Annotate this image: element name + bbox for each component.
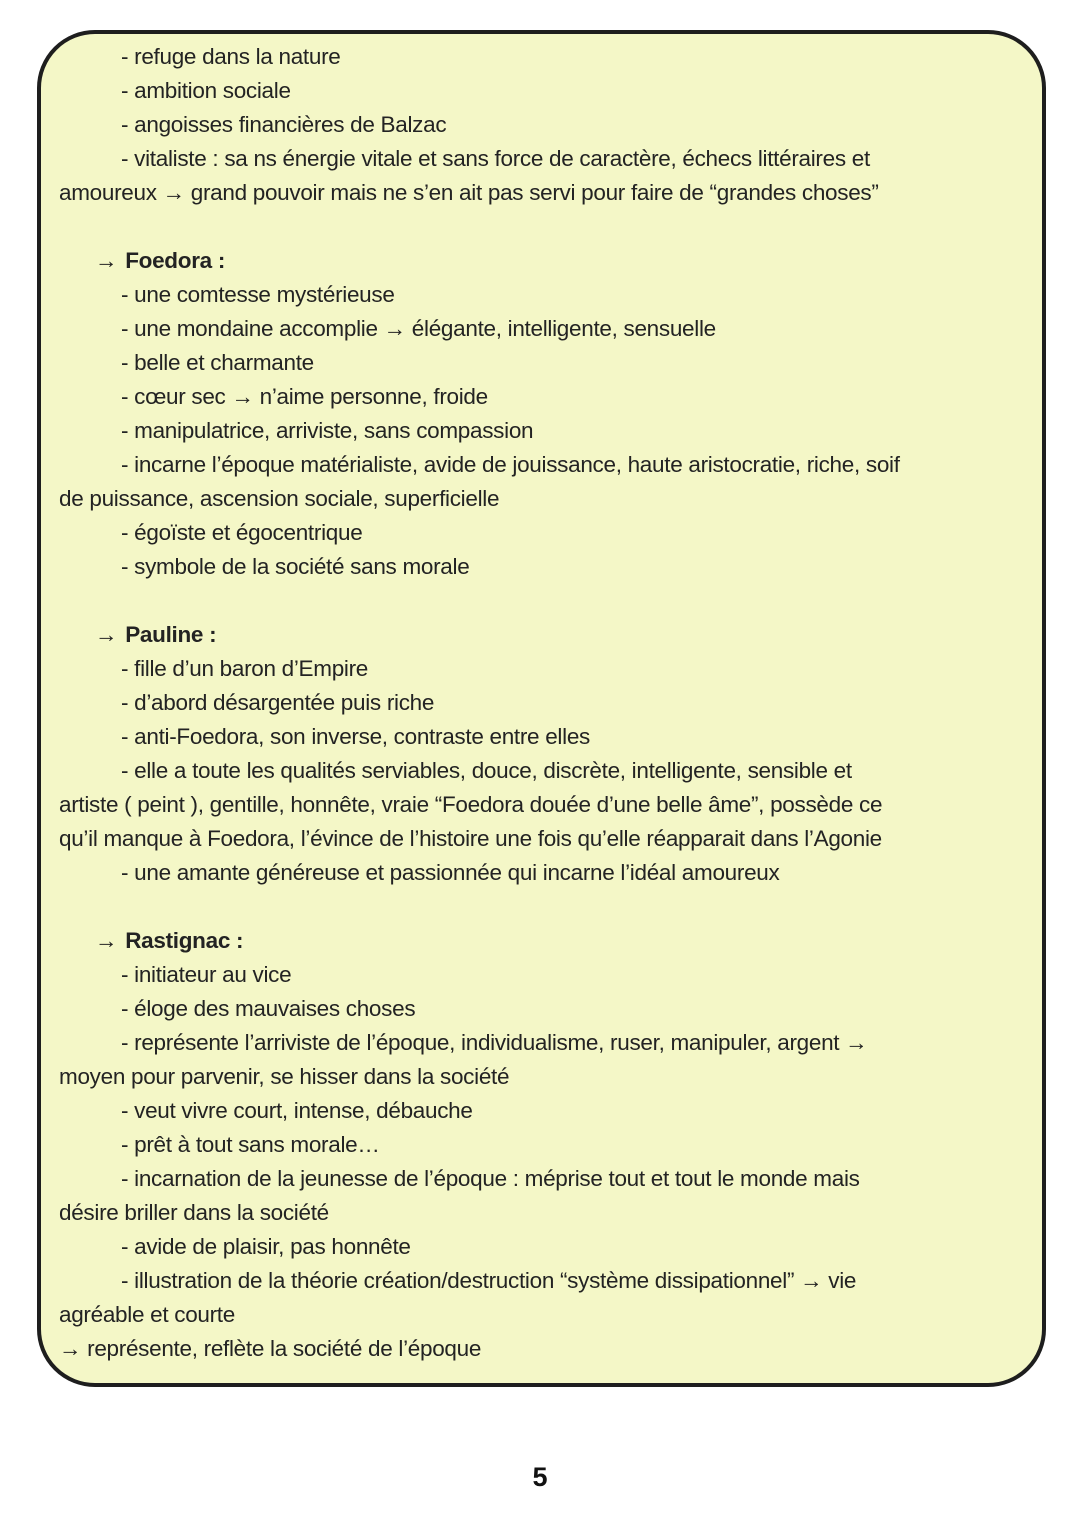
note-line: artiste ( peint ), gentille, honnête, vraie “Foedora douée d’une belle âme”, possède ce xyxy=(59,792,883,817)
blank-line xyxy=(59,210,1032,244)
note-line: - manipulatrice, arriviste, sans compassion xyxy=(121,418,534,443)
section-title: Pauline : xyxy=(125,622,217,647)
blank-line xyxy=(59,890,1032,924)
note-line: - une mondaine accomplie → élégante, intelligente, sensuelle xyxy=(121,316,716,341)
note-line: - symbole de la société sans morale xyxy=(121,554,470,579)
note-line: - égoïste et égocentrique xyxy=(121,520,363,545)
arrow-icon: → xyxy=(95,248,118,273)
note-line: agréable et courte xyxy=(59,1302,235,1327)
note-line: - illustration de la théorie création/destruction “système dissipationnel” → vie xyxy=(121,1268,857,1293)
note-line: amoureux → grand pouvoir mais ne s’en ait pas servi pour faire de “grandes choses” xyxy=(59,180,879,205)
note-line: - avide de plaisir, pas honnête xyxy=(121,1234,411,1259)
note-line: - initiateur au vice xyxy=(121,962,292,987)
section-header-rastignac xyxy=(59,924,1032,958)
note-line: - éloge des mauvaises choses xyxy=(121,996,416,1021)
note-line: - angoisses financières de Balzac xyxy=(121,112,447,137)
note-line: - elle a toute les qualités serviables, douce, discrète, intelligente, sensible et xyxy=(121,758,852,783)
note-line: désire briller dans la société xyxy=(59,1200,329,1225)
arrow-icon: → xyxy=(95,928,118,953)
section-title: Foedora : xyxy=(125,248,226,273)
note-line: de puissance, ascension sociale, superficielle xyxy=(59,486,500,511)
note-line: - prêt à tout sans morale… xyxy=(121,1132,380,1157)
note-line: → représente, reflète la société de l’époque xyxy=(59,1336,482,1361)
blank-line xyxy=(59,584,1032,618)
note-line: - d’abord désargentée puis riche xyxy=(121,690,435,715)
note-line: - représente l’arriviste de l’époque, individualisme, ruser, manipuler, argent → xyxy=(121,1030,868,1055)
note-line: - ambition sociale xyxy=(121,78,291,103)
note-line: - incarnation de la jeunesse de l’époque : méprise tout et tout le monde mais xyxy=(121,1166,860,1191)
note-line: - veut vivre court, intense, débauche xyxy=(121,1098,473,1123)
note-line: - incarne l’époque matérialiste, avide de jouissance, haute aristocratie, riche, soif xyxy=(121,452,900,477)
note-line: - une amante généreuse et passionnée qui incarne l’idéal amoureux xyxy=(121,860,780,885)
note-line: - fille d’un baron d’Empire xyxy=(121,656,369,681)
note-line: - une comtesse mystérieuse xyxy=(121,282,395,307)
note-line: - vitaliste : sa ns énergie vitale et sans force de caractère, échecs littéraires et xyxy=(121,146,870,171)
note-line: - belle et charmante xyxy=(121,350,314,375)
section-header-pauline xyxy=(59,618,1032,652)
arrow-icon: → xyxy=(95,622,118,647)
section-title: Rastignac : xyxy=(125,928,244,953)
notes-box xyxy=(37,30,1046,1387)
section-header-foedora xyxy=(59,244,1032,278)
note-line: - cœur sec → n’aime personne, froide xyxy=(121,384,488,409)
note-line: qu’il manque à Foedora, l’évince de l’histoire une fois qu’elle réapparait dans l’Agonie xyxy=(59,826,882,851)
note-line: - refuge dans la nature xyxy=(121,44,341,69)
note-line: - anti-Foedora, son inverse, contraste entre elles xyxy=(121,724,590,749)
page-number: 5 xyxy=(532,1462,548,1492)
note-line: moyen pour parvenir, se hisser dans la société xyxy=(59,1064,510,1089)
